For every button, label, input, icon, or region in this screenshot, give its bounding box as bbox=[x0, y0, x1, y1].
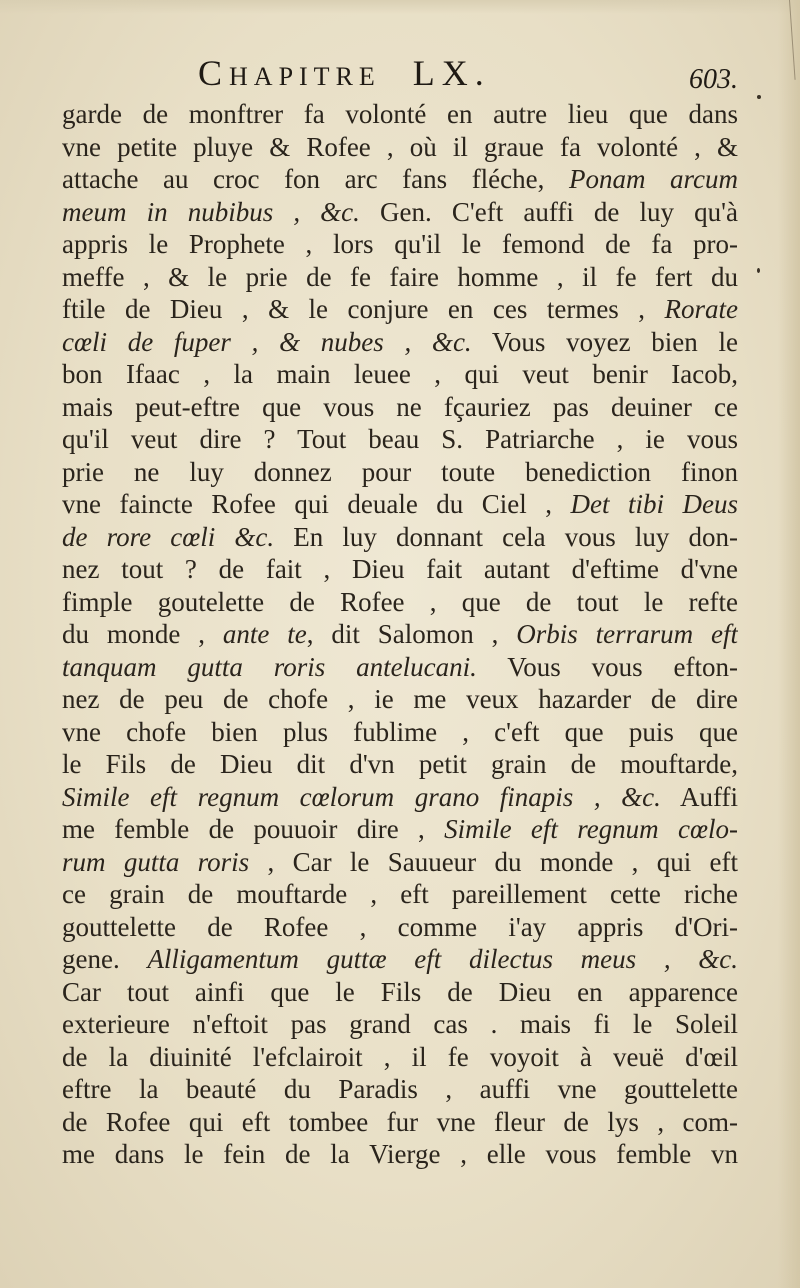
page-right-edge bbox=[778, 0, 800, 1288]
text-segment: attache au croc fon arc fans fléche, bbox=[62, 164, 569, 194]
latin-quotation: Rorate bbox=[664, 294, 738, 324]
text-segment: fimple goutelette de Rofee , que de tout le refte bbox=[62, 586, 738, 617]
text-segment: du monde , bbox=[62, 619, 223, 649]
text-line bbox=[62, 1138, 738, 1171]
body-text bbox=[62, 98, 738, 1171]
text-segment: gene. bbox=[62, 944, 148, 974]
text-segment: de Rofee qui eft tombee fur vne fleur de lys , com- bbox=[62, 1106, 738, 1137]
text-segment: mais peut-eftre que vous ne fçauriez pas deuiner ce bbox=[62, 391, 738, 422]
text-line bbox=[62, 1041, 738, 1074]
text-line bbox=[62, 456, 738, 489]
latin-quotation: Ponam arcum bbox=[568, 164, 738, 194]
latin-quotation: meum in nubibus , &c. bbox=[62, 196, 360, 227]
text-line bbox=[62, 358, 738, 391]
text-line bbox=[62, 943, 738, 976]
text-line bbox=[62, 98, 738, 131]
text-line bbox=[62, 976, 738, 1009]
text-segment: qu'il veut dire ? Tout beau S. Patriarche , ie vous bbox=[62, 424, 738, 454]
text-segment: de la diuinité l'efclairoit , il fe voyoit à veuë d'œil bbox=[62, 1041, 738, 1072]
text-segment: nez tout ? de fait , Dieu fait autant d'eftime d'vne bbox=[62, 554, 738, 584]
text-segment: prie ne luy donnez pour toute benediction finon bbox=[62, 456, 738, 487]
text-segment: nez de peu de chofe , ie me veux hazarder de dire bbox=[62, 684, 738, 714]
text-line bbox=[62, 878, 738, 911]
text-segment: gouttelette de Rofee , comme i'ay appris d'Ori- bbox=[62, 911, 738, 942]
text-segment: Gen. C'eft auffi de luy qu'à bbox=[359, 196, 738, 227]
page-header bbox=[60, 52, 760, 102]
text-segment: En luy donnant cela vous luy don- bbox=[274, 521, 738, 552]
text-segment: appris le Prophete , lors qu'il le femond de fa pro- bbox=[62, 229, 738, 259]
text-line bbox=[62, 1008, 738, 1041]
text-line bbox=[62, 748, 738, 781]
text-segment: vne faincte Rofee qui deuale du Ciel , bbox=[62, 489, 571, 519]
text-line bbox=[62, 683, 738, 716]
latin-quotation: Simile eft regnum cœlorum grano finapis , &c. bbox=[62, 781, 661, 812]
text-line bbox=[62, 326, 738, 359]
text-segment: eftre la beauté du Paradis , auffi vne gouttelette bbox=[62, 1074, 738, 1104]
text-line bbox=[62, 1073, 738, 1106]
latin-quotation: cœli de fuper , & nubes , &c. bbox=[62, 326, 472, 357]
chapter-number: LX. bbox=[412, 53, 491, 93]
latin-quotation: Simile eft regnum cœlo- bbox=[444, 814, 738, 844]
text-line bbox=[62, 651, 738, 684]
text-segment: Vous voyez bien le bbox=[471, 326, 738, 357]
text-line bbox=[62, 228, 738, 261]
running-title-initial: C bbox=[198, 53, 230, 93]
text-line bbox=[62, 586, 738, 619]
latin-quotation: Alligamentum guttæ eft dilectus meus , &c. bbox=[147, 944, 738, 974]
text-line bbox=[62, 488, 738, 521]
text-line bbox=[62, 846, 738, 879]
text-segment: garde de monftrer fa volonté en autre lieu que dans bbox=[62, 99, 738, 129]
text-line bbox=[62, 781, 738, 814]
latin-quotation: Det tibi Deus bbox=[570, 489, 738, 519]
text-line bbox=[62, 196, 738, 229]
running-title-rest: HAPITRE bbox=[229, 62, 381, 91]
page-top-edge bbox=[0, 0, 800, 14]
latin-quotation: de rore cœli &c. bbox=[62, 521, 275, 552]
text-segment: ce grain de mouftarde , eft pareillement cette riche bbox=[62, 879, 738, 909]
text-segment: Vous vous efton- bbox=[476, 651, 738, 682]
ink-speck bbox=[757, 95, 761, 99]
page-number: 603. bbox=[689, 64, 738, 95]
running-title bbox=[198, 52, 491, 94]
text-line bbox=[62, 163, 738, 196]
latin-quotation: rum gutta roris bbox=[62, 846, 250, 877]
text-line bbox=[62, 521, 738, 554]
text-line bbox=[62, 391, 738, 424]
text-segment: me femble de pouuoir dire , bbox=[62, 814, 445, 844]
text-line bbox=[62, 553, 738, 586]
text-line bbox=[62, 716, 738, 749]
text-segment: le Fils de Dieu dit d'vn petit grain de mouftarde, bbox=[62, 749, 738, 779]
text-segment: ftile de Dieu , & le conjure en ces termes , bbox=[62, 294, 665, 324]
text-segment: me dans le fein de la Vierge , elle vous femble vn bbox=[62, 1139, 738, 1169]
text-line bbox=[62, 911, 738, 944]
latin-quotation: ante te bbox=[222, 619, 307, 649]
latin-quotation: Orbis terrarum eft bbox=[516, 619, 738, 649]
text-segment: meffe , & le prie de fe faire homme , il fe fert du bbox=[62, 261, 738, 292]
latin-quotation: tanquam gutta roris antelucani. bbox=[62, 651, 477, 682]
text-line bbox=[62, 261, 738, 294]
ink-speck bbox=[757, 268, 760, 273]
text-segment: Car tout ainfi que le Fils de Dieu en apparence bbox=[62, 976, 738, 1007]
text-segment: vne chofe bien plus fublime , c'eft que puis que bbox=[62, 716, 738, 747]
text-segment: vne petite pluye & Rofee , où il graue fa volonté , & bbox=[62, 131, 738, 162]
text-segment: , Car le Sauueur du monde , qui eft bbox=[249, 846, 738, 877]
text-segment: , dit Salomon , bbox=[306, 619, 517, 649]
text-line bbox=[62, 423, 738, 456]
text-segment: bon Ifaac , la main leuee , qui veut benir Iacob, bbox=[62, 359, 738, 389]
text-line bbox=[62, 813, 738, 846]
text-segment: Auffi bbox=[660, 781, 738, 812]
text-line bbox=[62, 1106, 738, 1139]
text-line bbox=[62, 618, 738, 651]
text-line bbox=[62, 131, 738, 164]
text-line bbox=[62, 293, 738, 326]
text-segment: exterieure n'eftoit pas grand cas . mais fi le Soleil bbox=[62, 1009, 738, 1039]
